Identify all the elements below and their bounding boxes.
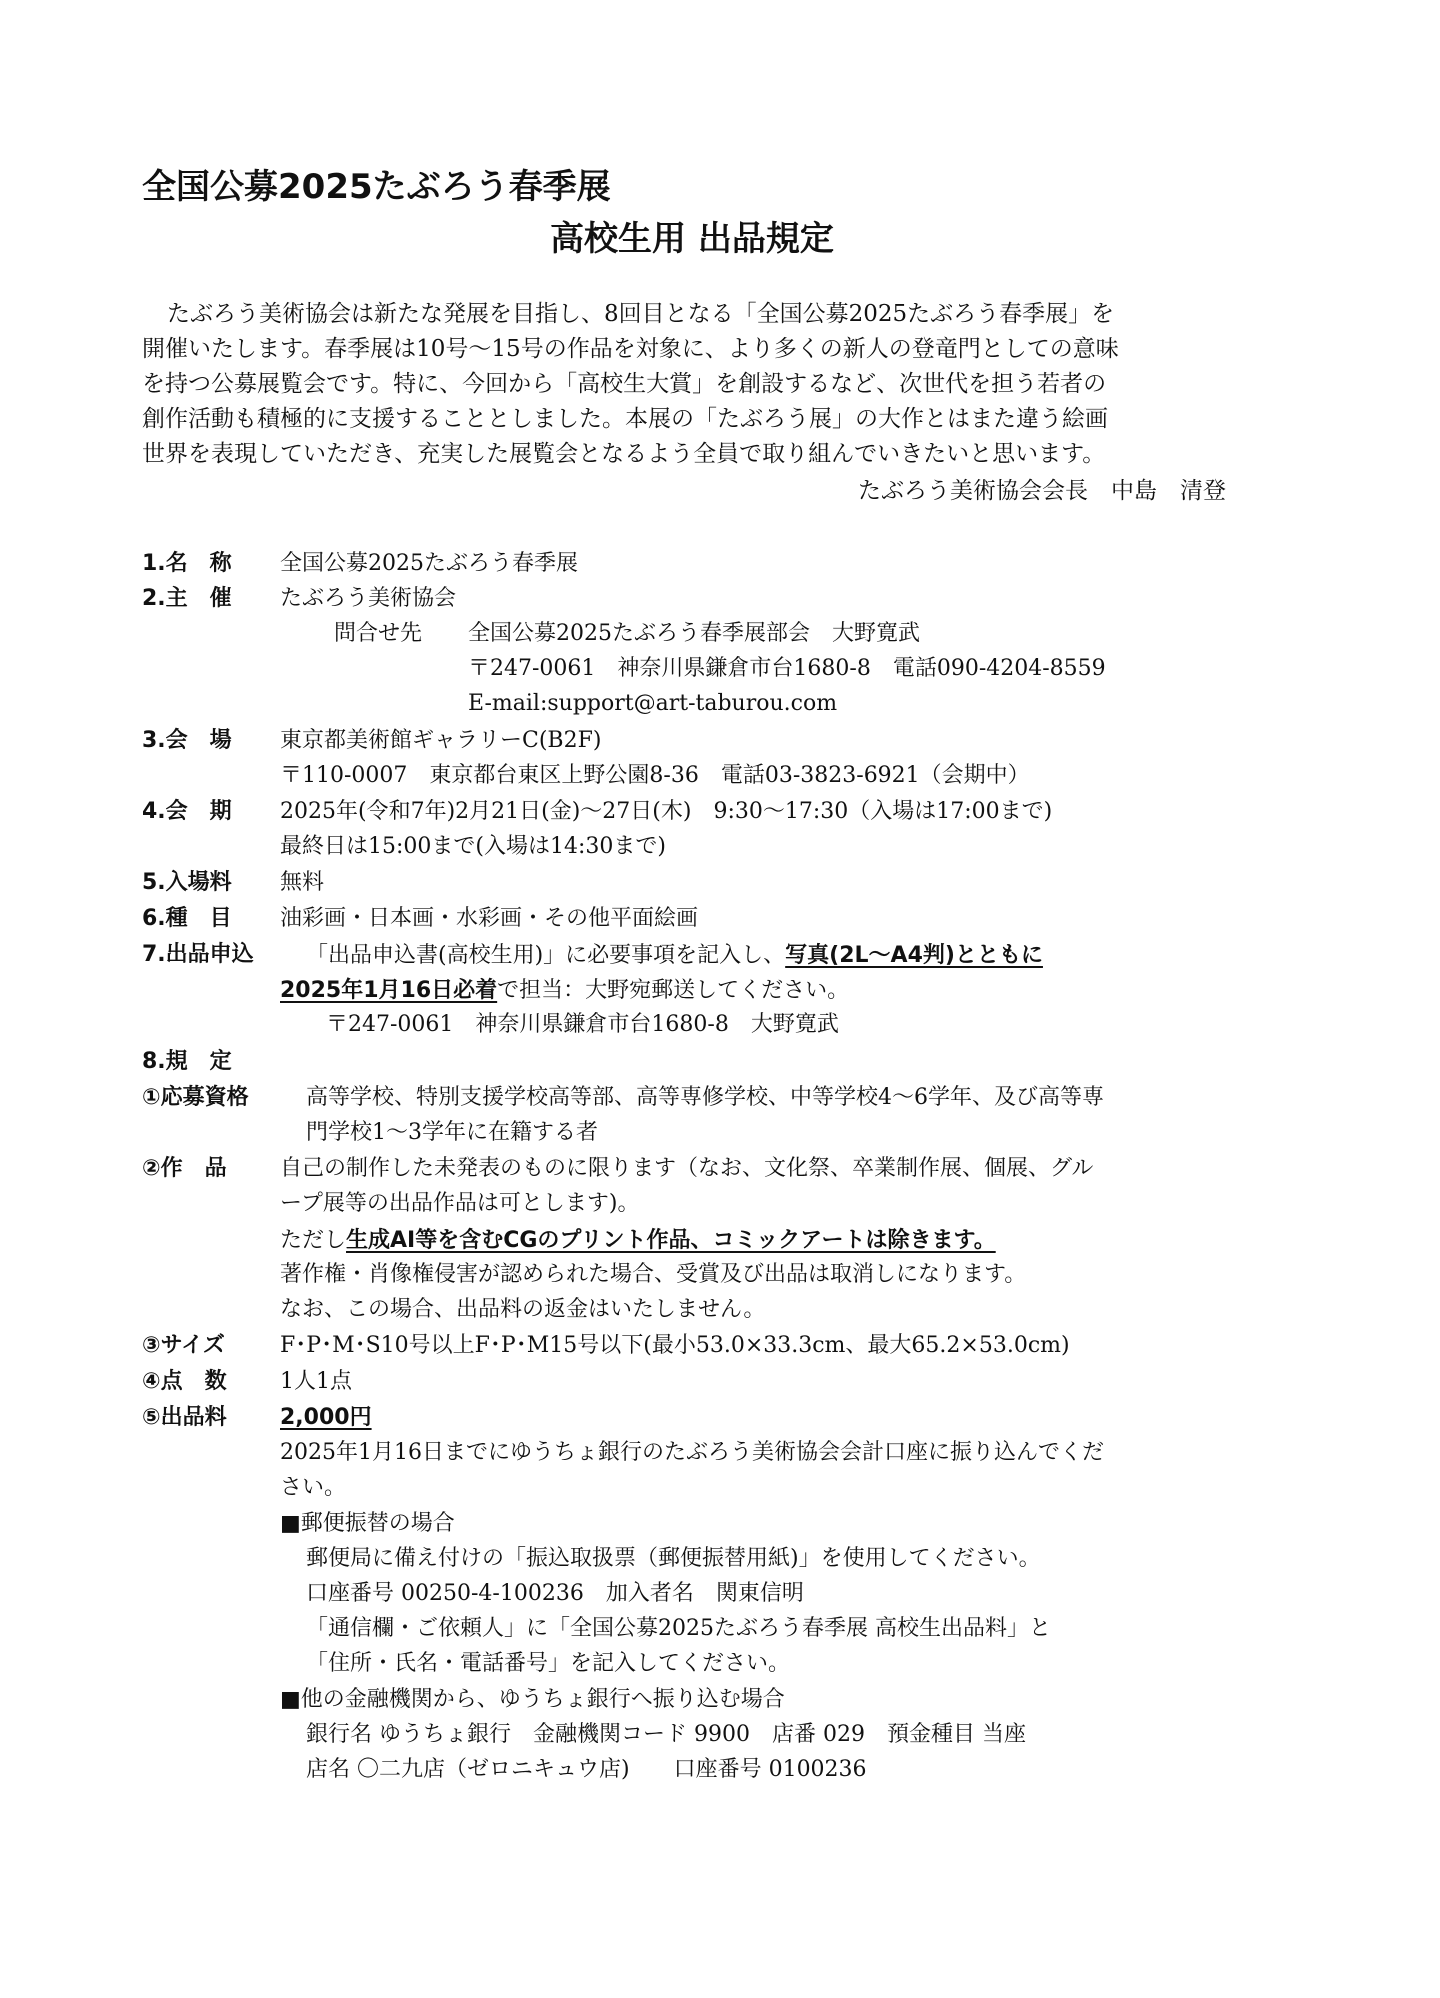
fee-amount: 2,000円 xyxy=(280,1405,372,1430)
other-bank-heading: ■他の金融機関から、ゆうちょ銀行へ振り込む場合 xyxy=(280,1687,785,1712)
fee-label: ⑤出品料 xyxy=(142,1405,227,1430)
contact-address: 〒247-0061 神奈川県鎌倉市台1680-8 電話090-4204-8559 xyxy=(468,656,1106,681)
other-bank-line-1: 銀行名 ゆうちょ銀行 金融機関コード 9900 店番 029 預金種目 当座 xyxy=(306,1722,1026,1747)
intro-line-1: たぶろう美術協会は新たな発展を目指し、8回目となる「全国公募2025たぶろう春季展」を xyxy=(167,301,1115,327)
application-address: 〒247-0061 神奈川県鎌倉市台1680-8 大野寛武 xyxy=(326,1012,839,1037)
intro-signature: たぶろう美術協会会長 中島 清登 xyxy=(858,478,1226,504)
intro-line-5: 世界を表現していただき、充実した展覧会となるよう全員で取り組んでいきたいと思います。 xyxy=(142,441,1106,467)
period-label: 4.会 期 xyxy=(142,799,232,824)
period-value: 2025年(令和7年)2月21日(金)～27日(木) 9:30～17:30（入場は17:00まで) xyxy=(280,799,1053,824)
postal-line-3: 「通信欄・ご依頼人」に「全国公募2025たぶろう春季展 高校生出品料」と xyxy=(306,1616,1051,1641)
contact-label: 問合せ先 xyxy=(334,621,423,646)
rules-label: 8.規 定 xyxy=(142,1049,232,1074)
works-line-4: 著作権・肖像権侵害が認められた場合、受賞及び出品は取消しになります。 xyxy=(280,1262,1027,1287)
application-deadline: 2025年1月16日必着 xyxy=(280,978,498,1003)
works-label: ②作 品 xyxy=(142,1156,227,1181)
application-line-2 xyxy=(280,979,849,1002)
works-line-2: ープ展等の出品作品は可とします)。 xyxy=(280,1191,640,1216)
application-line-2-text: で担当：大野宛郵送してください。 xyxy=(497,978,850,1003)
host-label: 2.主 催 xyxy=(142,586,232,611)
host-value: たぶろう美術協会 xyxy=(280,586,457,611)
admission-label: 5.入場料 xyxy=(142,870,232,895)
intro-line-2: 開催いたします。春季展は10号～15号の作品を対象に、より多くの新人の登竜門としての意味 xyxy=(142,336,1119,362)
size-label: ③サイズ xyxy=(142,1333,225,1358)
contact-name: 全国公募2025たぶろう春季展部会 大野寛武 xyxy=(468,621,920,646)
category-label: 6.種 目 xyxy=(142,906,232,931)
admission-value: 無料 xyxy=(280,870,325,895)
eligibility-line-2: 門学校1～3学年に在籍する者 xyxy=(306,1120,598,1145)
category-value: 油彩画・日本画・水彩画・その他平面絵画 xyxy=(280,906,699,931)
postal-line-1: 郵便局に備え付けの「振込取扱票（郵便振替用紙)」を使用してください。 xyxy=(306,1546,1041,1571)
count-value: 1人1点 xyxy=(280,1369,352,1394)
venue-label: 3.会 場 xyxy=(142,728,232,753)
size-value: F･P･M･S10号以上F･P･M15号以下(最小53.0×33.3cm、最大65.2×53.0cm) xyxy=(280,1333,1070,1358)
period-note: 最終日は15:00まで(入場は14:30まで) xyxy=(280,834,666,859)
application-label: 7.出品申込 xyxy=(142,942,254,967)
works-exclusion: 生成AI等を含むCGのプリント作品、コミックアートは除きます。 xyxy=(346,1228,996,1253)
intro-line-3: を持つ公募展覧会です。特に、今回から「高校生大賞」を創設するなど、次世代を担う若者の xyxy=(142,371,1107,397)
works-line-5: なお、この場合、出品料の返金はいたしません。 xyxy=(280,1297,766,1322)
application-line-1 xyxy=(306,944,1043,967)
postal-account-number: 口座番号 00250-4-100236 加入者名 関東信明 xyxy=(306,1581,804,1606)
works-line-1: 自己の制作した未発表のものに限ります（なお、文化祭、卒業制作展、個展、グル xyxy=(280,1156,1094,1181)
works-line-3 xyxy=(280,1229,996,1252)
venue-address: 〒110-0007 東京都台東区上野公園8-36 電話03-3823-6921（会期中） xyxy=(280,763,1030,788)
intro-line-4: 創作活動も積極的に支援することとしました。本展の「たぶろう展」の大作とはまた違う絵画 xyxy=(142,406,1108,432)
eligibility-line-1: 高等学校、特別支援学校高等部、高等専修学校、中等学校4～6学年、及び高等専 xyxy=(306,1085,1104,1110)
name-value: 全国公募2025たぶろう春季展 xyxy=(280,551,578,576)
works-line-3-text: ただし xyxy=(280,1228,347,1253)
eligibility-label: ①応募資格 xyxy=(142,1085,249,1110)
fee-line-2: さい。 xyxy=(280,1475,347,1500)
application-photo-requirement: 写真(2L～A4判)とともに xyxy=(785,943,1043,968)
other-bank-line-2: 店名 〇二九店（ゼロニキュウ店) 口座番号 0100236 xyxy=(306,1757,867,1782)
application-line-1-text: 「出品申込書(高校生用)」に必要事項を記入し、 xyxy=(306,943,786,968)
contact-email: E-mail:support@art-taburou.com xyxy=(468,691,838,716)
document-subtitle: 高校生用 出品規定 xyxy=(550,219,834,259)
postal-line-4: 「住所・氏名・電話番号」を記入してください。 xyxy=(306,1651,791,1676)
postal-transfer-heading: ■郵便振替の場合 xyxy=(280,1511,455,1536)
name-label: 1.名 称 xyxy=(142,551,232,576)
document-title: 全国公募2025たぶろう春季展 xyxy=(142,167,611,207)
fee-line-1: 2025年1月16日までにゆうちょ銀行のたぶろう美術協会会計口座に振り込んでくだ xyxy=(280,1440,1104,1465)
count-label: ④点 数 xyxy=(142,1369,227,1394)
venue-value: 東京都美術館ギャラリーC(B2F) xyxy=(280,728,602,753)
